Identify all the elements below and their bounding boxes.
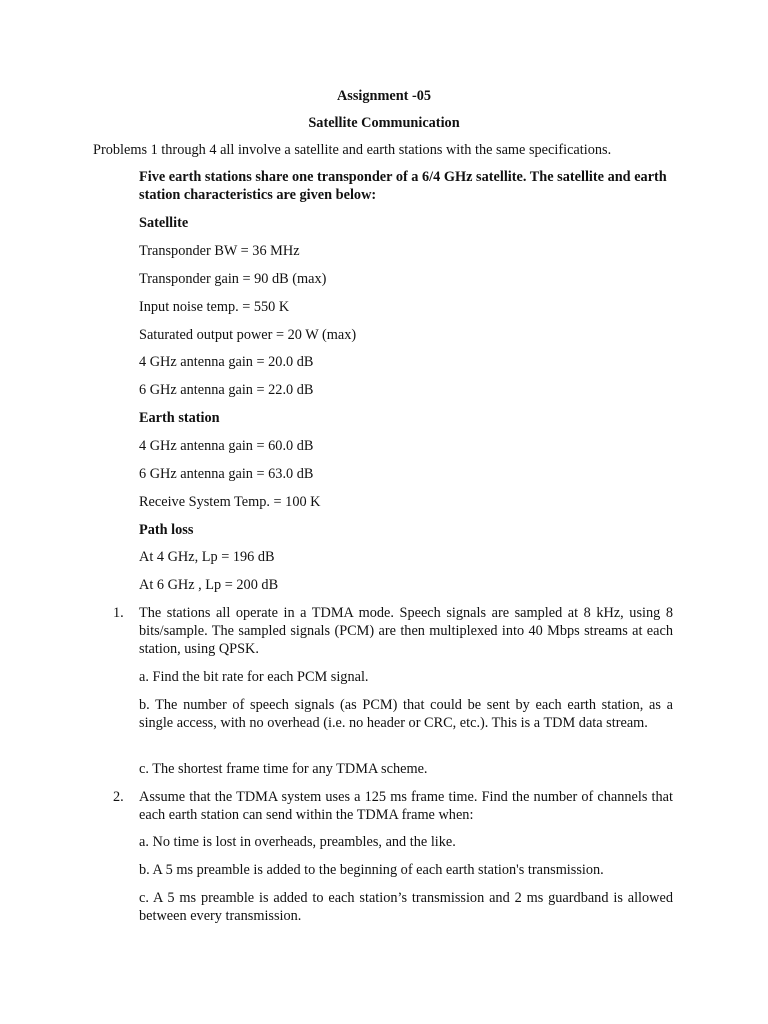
satellite-spec: Input noise temp. = 550 K [139, 299, 290, 315]
satellite-heading: Satellite [139, 215, 189, 231]
satellite-spec: 4 GHz antenna gain = 20.0 dB [139, 354, 314, 370]
intro-paragraph: Problems 1 through 4 all involve a satellite and earth stations with the same specifications. [93, 142, 612, 158]
problem-text: The stations all operate in a TDMA mode. Speech signals are sampled at 8 kHz, using 8 bits/sample. The sampled signals (PCM) are then multiplexed into 40 Mbps streams at each station, using QPSK. [139, 605, 673, 657]
satellite-spec: Transponder BW = 36 MHz [139, 243, 300, 259]
problem-number: 1. [113, 605, 124, 621]
problem-number: 2. [113, 789, 124, 805]
problem-part: c. The shortest frame time for any TDMA scheme. [139, 761, 428, 777]
problem-part: a. No time is lost in overheads, preambles, and the like. [139, 834, 456, 850]
problem-part: b. The number of speech signals (as PCM) that could be sent by each earth station, as a single access, with no overhead (i.e. no header or CRC, etc.). This is a TDM data stream. [139, 697, 673, 731]
earth-station-spec: Receive System Temp. = 100 K [139, 494, 321, 510]
problem-text: Assume that the TDMA system uses a 125 ms frame time. Find the number of channels that each earth station can send within the TDMA frame when: [139, 789, 673, 823]
earth-station-spec: 4 GHz antenna gain = 60.0 dB [139, 438, 314, 454]
lead-paragraph: Five earth stations share one transponder of a 6/4 GHz satellite. The satellite and earth station characteristics are given below: [139, 169, 667, 203]
satellite-spec: Saturated output power = 20 W (max) [139, 327, 357, 343]
path-loss-spec: At 6 GHz , Lp = 200 dB [139, 577, 279, 593]
satellite-spec: 6 GHz antenna gain = 22.0 dB [139, 382, 314, 398]
document-subtitle: Satellite Communication [308, 115, 460, 131]
satellite-spec: Transponder gain = 90 dB (max) [139, 271, 327, 287]
problem-part: b. A 5 ms preamble is added to the beginning of each earth station's transmission. [139, 862, 604, 878]
problem-part: c. A 5 ms preamble is added to each station’s transmission and 2 ms guardband is allowed between every transmission. [139, 890, 673, 924]
path-loss-spec: At 4 GHz, Lp = 196 dB [139, 549, 275, 565]
path-loss-heading: Path loss [139, 522, 194, 538]
document-title: Assignment -05 [336, 88, 432, 104]
earth-station-spec: 6 GHz antenna gain = 63.0 dB [139, 466, 314, 482]
problem-part: a. Find the bit rate for each PCM signal. [139, 669, 369, 685]
earth-station-heading: Earth station [139, 410, 220, 426]
